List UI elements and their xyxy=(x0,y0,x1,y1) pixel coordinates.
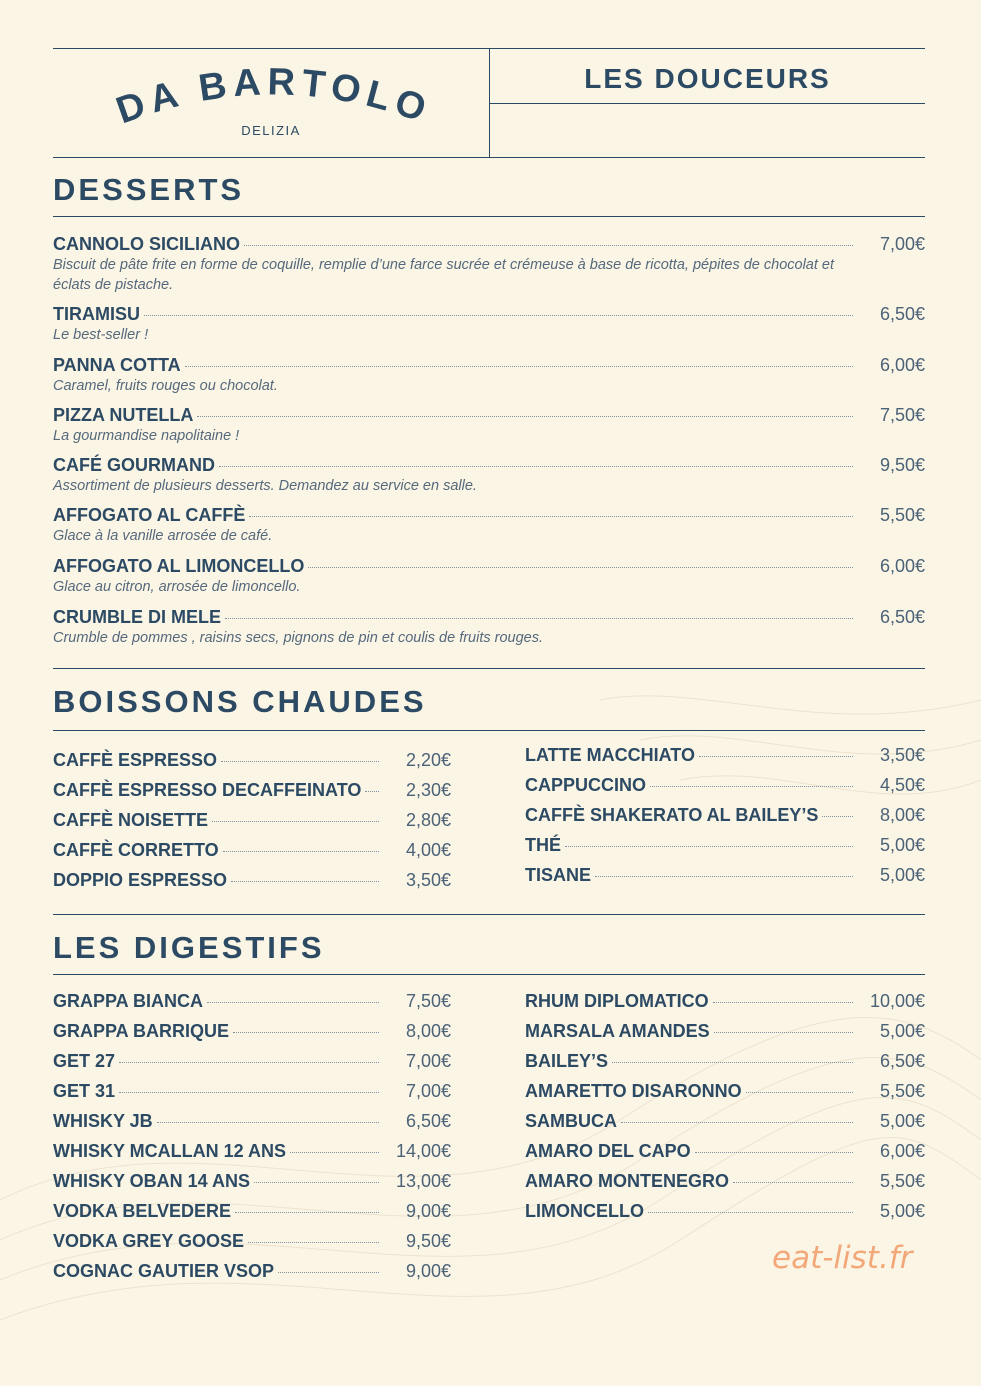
menu-item-line xyxy=(53,1261,451,1282)
menu-header xyxy=(53,48,925,158)
menu-item-line xyxy=(53,234,925,255)
dot-leader xyxy=(223,851,379,852)
menu-item xyxy=(53,505,925,546)
menu-item xyxy=(53,1141,451,1162)
menu-item-line xyxy=(53,1021,451,1042)
menu-item-price: 5,50€ xyxy=(879,1081,925,1101)
menu-item-price: 14,00€ xyxy=(395,1141,451,1161)
dot-leader xyxy=(248,1242,379,1243)
dot-leader xyxy=(219,466,853,467)
menu-item-price: 6,50€ xyxy=(879,304,925,324)
menu-item xyxy=(53,1111,451,1132)
menu-item-line xyxy=(525,1051,925,1072)
menu-item-name: CRUMBLE DI MELE xyxy=(53,607,221,627)
dot-leader xyxy=(225,618,853,619)
menu-item-price: 9,00€ xyxy=(405,1261,451,1281)
dot-leader xyxy=(244,245,853,246)
menu-item-line xyxy=(525,1141,925,1162)
dot-leader xyxy=(308,567,853,568)
menu-item-price: 5,50€ xyxy=(879,505,925,525)
menu-item-name: GET 31 xyxy=(53,1081,116,1101)
menu-item xyxy=(525,1171,925,1192)
menu-item-name: DOPPIO ESPRESSO xyxy=(53,870,228,890)
menu-item xyxy=(53,750,451,771)
menu-item-line xyxy=(53,1141,451,1162)
menu-item-line xyxy=(53,1111,451,1132)
menu-item-line xyxy=(53,455,925,476)
menu-item-price: 4,00€ xyxy=(405,840,451,860)
brand-block xyxy=(53,49,490,157)
menu-item-name: CAFÉ GOURMAND xyxy=(53,455,215,475)
brand-name: DA BARTOLO xyxy=(111,61,437,127)
menu-item-price: 7,00€ xyxy=(405,1051,451,1071)
menu-item-description: Biscuit de pâte frite en forme de coquille, remplie d’une farce sucrée et crémeuse à base de ricotta, pépites de chocolat et éclats de pistache. xyxy=(53,257,835,293)
menu-item xyxy=(53,455,925,496)
menu-item-name: AFFOGATO AL CAFFÈ xyxy=(53,505,246,525)
menu-item-line xyxy=(53,1201,451,1222)
boissons-title: BOISSONS CHAUDES xyxy=(53,684,427,719)
menu-item-price: 5,00€ xyxy=(879,1111,925,1131)
menu-item-name: AMARETTO DISARONNO xyxy=(525,1081,742,1101)
menu-item-line xyxy=(525,991,925,1012)
menu-item-price: 7,00€ xyxy=(879,234,925,254)
menu-item-line xyxy=(53,405,925,426)
menu-item-line xyxy=(53,870,451,891)
menu-item-price: 6,50€ xyxy=(879,607,925,627)
menu-item-line xyxy=(53,556,925,577)
menu-item-description: Glace à la vanille arrosée de café. xyxy=(53,528,273,544)
dot-leader xyxy=(221,761,379,762)
menu-item-name: CAFFÈ SHAKERATO AL BAILEY’S xyxy=(525,805,819,825)
menu-item-line xyxy=(53,505,925,526)
menu-item-price: 5,50€ xyxy=(879,1171,925,1191)
menu-item-line xyxy=(53,840,451,861)
menu-item xyxy=(525,775,925,796)
menu-item-name: WHISKY OBAN 14 ANS xyxy=(53,1171,251,1191)
menu-item-price: 3,50€ xyxy=(405,870,451,890)
menu-item-name: AMARO MONTENEGRO xyxy=(525,1171,729,1191)
dot-leader xyxy=(197,416,853,417)
menu-item-description: Crumble de pommes , raisins secs, pignons de pin et coulis de fruits rouges. xyxy=(53,630,544,646)
menu-item xyxy=(525,865,925,886)
menu-item-price: 9,50€ xyxy=(405,1231,451,1251)
menu-item-price: 2,80€ xyxy=(405,810,451,830)
menu-item-name: TISANE xyxy=(525,865,592,885)
menu-item xyxy=(53,607,925,648)
menu-item xyxy=(525,1111,925,1132)
menu-item-line xyxy=(525,865,925,886)
menu-item-price: 6,00€ xyxy=(879,1141,925,1161)
menu-item-name: CAFFÈ CORRETTO xyxy=(53,840,219,860)
dot-leader xyxy=(822,816,853,817)
dot-leader xyxy=(278,1272,379,1273)
menu-item-name: CANNOLO SICILIANO xyxy=(53,234,240,254)
menu-item-line xyxy=(525,1081,925,1102)
menu-item-line xyxy=(525,745,925,766)
dot-leader xyxy=(595,876,853,877)
menu-item-price: 2,20€ xyxy=(405,750,451,770)
menu-item-name: WHISKY JB xyxy=(53,1111,153,1131)
dot-leader xyxy=(714,1032,853,1033)
menu-item-name: WHISKY MCALLAN 12 ANS xyxy=(53,1141,287,1161)
menu-item-price: 5,00€ xyxy=(879,1021,925,1041)
menu-item-name: GRAPPA BARRIQUE xyxy=(53,1021,230,1041)
menu-item xyxy=(525,1051,925,1072)
menu-item-price: 3,50€ xyxy=(879,745,925,765)
dot-leader xyxy=(249,516,853,517)
menu-item-name: AMARO DEL CAPO xyxy=(525,1141,691,1161)
menu-item xyxy=(53,991,451,1012)
menu-item-line xyxy=(53,991,451,1012)
menu-item-price: 10,00€ xyxy=(869,991,925,1011)
header-divider xyxy=(490,103,925,104)
menu-item-name: TIRAMISU xyxy=(53,304,140,324)
menu-item-line xyxy=(53,355,925,376)
dot-leader xyxy=(235,1212,379,1213)
menu-item xyxy=(53,1201,451,1222)
menu-item xyxy=(525,1081,925,1102)
menu-item xyxy=(53,1171,451,1192)
menu-item-name: PANNA COTTA xyxy=(53,355,181,375)
menu-item-name: LIMONCELLO xyxy=(525,1201,644,1221)
menu-item xyxy=(525,835,925,856)
menu-item-name: CAFFÈ ESPRESSO xyxy=(53,750,218,770)
menu-item-line xyxy=(525,1171,925,1192)
boissons-top-divider xyxy=(53,668,925,669)
dot-leader xyxy=(699,756,853,757)
menu-item-name: MARSALA AMANDES xyxy=(525,1021,710,1041)
menu-item-line xyxy=(53,1081,451,1102)
menu-item-price: 5,00€ xyxy=(879,1201,925,1221)
menu-item xyxy=(53,304,925,345)
menu-item-price: 13,00€ xyxy=(395,1171,451,1191)
menu-item-description: Assortiment de plusieurs desserts. Demandez au service en salle. xyxy=(53,478,477,494)
dot-leader xyxy=(231,881,379,882)
menu-item-line xyxy=(53,1171,451,1192)
menu-item xyxy=(525,1021,925,1042)
menu-item-description: Le best-seller ! xyxy=(53,327,149,343)
brand-logo xyxy=(103,57,443,127)
dot-leader xyxy=(565,846,853,847)
dot-leader xyxy=(621,1122,853,1123)
menu-item-line xyxy=(525,805,925,826)
dot-leader xyxy=(713,1002,853,1003)
desserts-title: DESSERTS xyxy=(53,172,245,207)
menu-item-line xyxy=(53,750,451,771)
menu-item-name: SAMBUCA xyxy=(525,1111,617,1131)
menu-item xyxy=(525,1141,925,1162)
section-label: LES DOUCEURS xyxy=(584,63,831,94)
menu-item-line xyxy=(525,1021,925,1042)
menu-item xyxy=(53,1261,451,1282)
menu-item-price: 6,50€ xyxy=(879,1051,925,1071)
menu-item-price: 8,00€ xyxy=(405,1021,451,1041)
watermark: eat-list.fr xyxy=(772,1240,913,1276)
menu-item xyxy=(53,355,925,396)
menu-item-line xyxy=(525,1201,925,1222)
menu-item-price: 5,00€ xyxy=(879,865,925,885)
dot-leader xyxy=(144,315,853,316)
dot-leader xyxy=(365,791,379,792)
dot-leader xyxy=(290,1152,379,1153)
menu-item-name: COGNAC GAUTIER VSOP xyxy=(53,1261,275,1281)
dot-leader xyxy=(648,1212,853,1213)
dot-leader xyxy=(733,1182,853,1183)
menu-item xyxy=(525,1201,925,1222)
menu-item xyxy=(53,1231,451,1252)
digestifs-divider xyxy=(53,974,925,975)
menu-item-line xyxy=(525,775,925,796)
menu-item-price: 4,50€ xyxy=(879,775,925,795)
menu-item xyxy=(525,745,925,766)
desserts-divider xyxy=(53,216,925,217)
menu-item xyxy=(53,1021,451,1042)
section-label-block xyxy=(490,49,925,157)
menu-item-line xyxy=(53,1051,451,1072)
menu-item-line xyxy=(53,780,451,801)
menu-item-price: 7,00€ xyxy=(405,1081,451,1101)
menu-item-price: 9,00€ xyxy=(405,1201,451,1221)
menu-item-line xyxy=(525,1111,925,1132)
menu-item xyxy=(525,805,925,826)
menu-item-name: PIZZA NUTELLA xyxy=(53,405,194,425)
menu-item-line xyxy=(53,1231,451,1252)
digestifs-title: LES DIGESTIFS xyxy=(53,930,325,965)
dot-leader xyxy=(119,1092,379,1093)
menu-item xyxy=(53,1081,451,1102)
menu-item-line xyxy=(53,607,925,628)
menu-item-price: 6,00€ xyxy=(879,556,925,576)
dot-leader xyxy=(254,1182,379,1183)
menu-item xyxy=(53,810,451,831)
menu-item xyxy=(53,556,925,597)
menu-item-name: CAFFÈ ESPRESSO DECAFFEINATO xyxy=(53,780,362,800)
menu-item-name: RHUM DIPLOMATICO xyxy=(525,991,709,1011)
menu-item xyxy=(525,991,925,1012)
boissons-divider xyxy=(53,730,925,731)
dot-leader xyxy=(612,1062,853,1063)
menu-item-line xyxy=(53,304,925,325)
menu-item-price: 9,50€ xyxy=(879,455,925,475)
menu-item-name: CAFFÈ NOISETTE xyxy=(53,810,209,830)
menu-item xyxy=(53,1051,451,1072)
svg-text:DA BARTOLO xyxy=(111,61,437,127)
menu-item-description: La gourmandise napolitaine ! xyxy=(53,428,240,444)
digestifs-top-divider xyxy=(53,914,925,915)
menu-item xyxy=(53,870,451,891)
menu-item-price: 5,00€ xyxy=(879,835,925,855)
dot-leader xyxy=(695,1152,853,1153)
dot-leader xyxy=(650,786,853,787)
brand-subtitle: DELIZIA xyxy=(241,123,301,138)
dot-leader xyxy=(185,366,853,367)
dot-leader xyxy=(233,1032,379,1033)
menu-item-line xyxy=(53,810,451,831)
dot-leader xyxy=(119,1062,379,1063)
dot-leader xyxy=(212,821,379,822)
menu-item-price: 6,50€ xyxy=(405,1111,451,1131)
menu-item-name: CAPPUCCINO xyxy=(525,775,647,795)
menu-item-price: 7,50€ xyxy=(405,991,451,1011)
dot-leader xyxy=(746,1092,853,1093)
menu-item-price: 2,30€ xyxy=(405,780,451,800)
menu-item-price: 6,00€ xyxy=(879,355,925,375)
menu-item-price: 7,50€ xyxy=(879,405,925,425)
menu-item-name: AFFOGATO AL LIMONCELLO xyxy=(53,556,305,576)
menu-item-description: Glace au citron, arrosée de limoncello. xyxy=(53,579,301,595)
menu-item xyxy=(53,405,925,446)
menu-item-name: VODKA BELVEDERE xyxy=(53,1201,232,1221)
menu-item-line xyxy=(525,835,925,856)
menu-item xyxy=(53,234,925,295)
menu-item-name: GET 27 xyxy=(53,1051,116,1071)
dot-leader xyxy=(157,1122,379,1123)
menu-item xyxy=(53,840,451,861)
menu-item-name: BAILEY’S xyxy=(525,1051,609,1071)
menu-item-description: Caramel, fruits rouges ou chocolat. xyxy=(53,378,278,394)
menu-item-name: GRAPPA BIANCA xyxy=(53,991,204,1011)
menu-item-price: 8,00€ xyxy=(879,805,925,825)
menu-item-name: THÉ xyxy=(525,835,561,855)
menu-item-name: VODKA GREY GOOSE xyxy=(53,1231,245,1251)
menu-item xyxy=(53,780,451,801)
menu-item-name: LATTE MACCHIATO xyxy=(525,745,695,765)
dot-leader xyxy=(207,1002,379,1003)
